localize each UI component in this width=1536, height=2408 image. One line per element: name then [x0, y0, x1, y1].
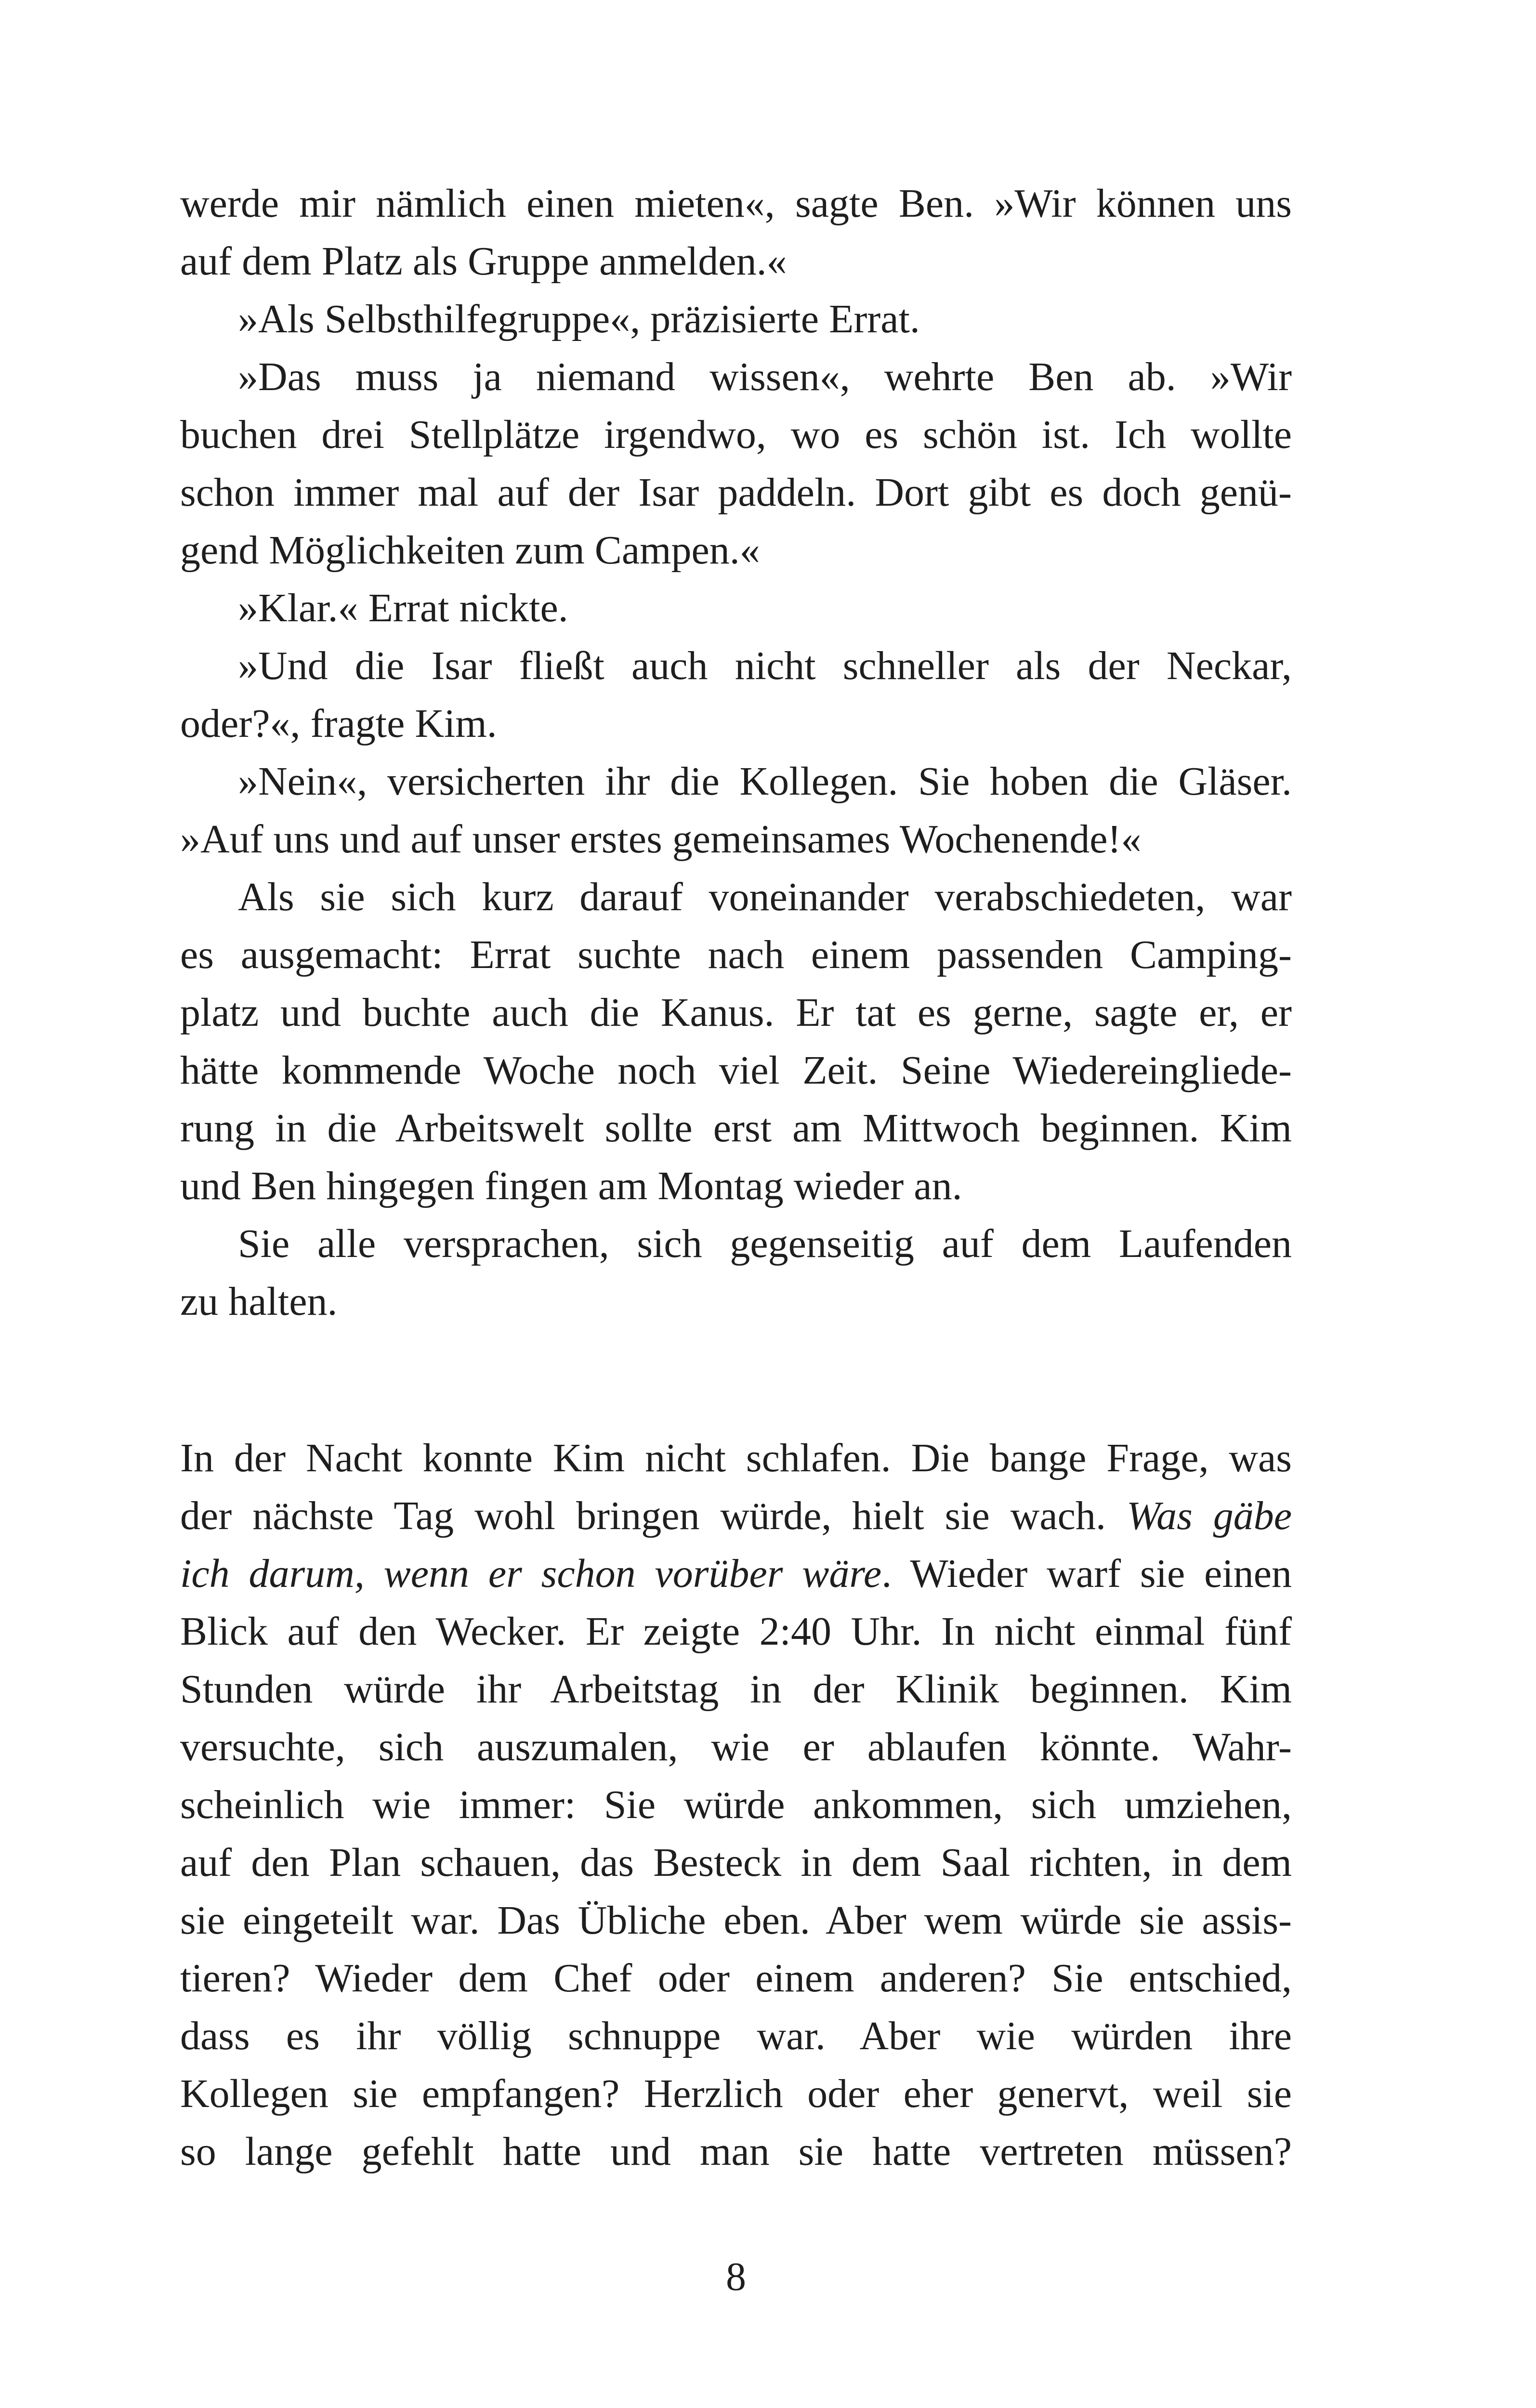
text-line: »Und die Isar fließt auch nicht schneller als der Neckar, — [238, 643, 1292, 688]
text-line — [180, 1487, 1292, 1545]
text-line: »Auf uns und auf unser erstes gemeinsames Wochenende!« — [180, 817, 1142, 862]
text-line: auf den Plan schauen, das Besteck in dem Saal richten, in dem — [180, 1840, 1292, 1885]
text-line: auf dem Platz als Gruppe anmelden.« — [180, 239, 787, 284]
text-line: sie eingeteilt war. Das Übliche eben. Aber wem würde sie assis- — [180, 1898, 1292, 1943]
text-line: In der Nacht konnte Kim nicht schlafen. Die bange Frage, was — [180, 1436, 1292, 1480]
text-run: . Wieder warf sie einen — [881, 1551, 1292, 1596]
text-line: »Das muss ja niemand wissen«, wehrte Ben ab. »Wir — [238, 354, 1292, 399]
text-line: buchen drei Stellplätze irgendwo, wo es schön ist. Ich wollte — [180, 412, 1292, 457]
italic-text-run: Was gäbe — [1126, 1493, 1292, 1538]
text-line: gend Möglichkeiten zum Campen.« — [180, 528, 760, 573]
text-line: »Nein«, versicherten ihr die Kollegen. Sie hoben die Gläser. — [238, 759, 1292, 804]
text-section-1 — [180, 175, 1292, 1331]
text-line: versuchte, sich auszumalen, wie er ablaufen könnte. Wahr- — [180, 1725, 1292, 1769]
text-run: der nächste Tag wohl bringen würde, hielt sie wach. — [180, 1493, 1127, 1538]
text-line: oder?«, fragte Kim. — [180, 701, 497, 746]
page-number: 8 — [726, 2254, 746, 2299]
text-line: Kollegen sie empfangen? Herzlich oder eher genervt, weil sie — [180, 2071, 1292, 2116]
text-line: dass es ihr völlig schnuppe war. Aber wie würden ihre — [180, 2014, 1292, 2058]
text-line: Stunden würde ihr Arbeitstag in der Klinik beginnen. Kim — [180, 1667, 1292, 1712]
text-line: hätte kommende Woche noch viel Zeit. Seine Wiedereingliede- — [180, 1048, 1292, 1093]
text-line: rung in die Arbeitswelt sollte erst am Mittwoch beginnen. Kim — [180, 1106, 1292, 1151]
text-line: es ausgemacht: Errat suchte nach einem passenden Camping- — [180, 932, 1292, 977]
text-line: tieren? Wieder dem Chef oder einem anderen? Sie entschied, — [180, 1956, 1292, 2001]
text-line: schon immer mal auf der Isar paddeln. Dort gibt es doch genü- — [180, 470, 1292, 515]
text-line: Blick auf den Wecker. Er zeigte 2:40 Uhr. In nicht einmal fünf — [180, 1609, 1292, 1654]
text-section-2 — [180, 1429, 1292, 2181]
text-line: zu halten. — [180, 1279, 338, 1324]
text-line: scheinlich wie immer: Sie würde ankommen, sich umziehen, — [180, 1782, 1292, 1827]
text-line: werde mir nämlich einen mieten«, sagte Ben. »Wir können uns — [180, 181, 1292, 226]
text-line — [180, 1545, 1292, 1603]
text-line: Als sie sich kurz darauf voneinander verabschiedeten, war — [238, 875, 1292, 919]
text-line: so lange gefehlt hatte und man sie hatte vertreten müssen? — [180, 2129, 1292, 2174]
book-page — [180, 0, 1292, 2408]
text-line: platz und buchte auch die Kanus. Er tat es gerne, sagte er, er — [180, 990, 1292, 1035]
text-line: und Ben hingegen fingen am Montag wieder an. — [180, 1164, 962, 1208]
text-line: »Als Selbsthilfegruppe«, präzisierte Errat. — [238, 297, 920, 341]
text-line: Sie alle versprachen, sich gegenseitig auf dem Laufenden — [238, 1221, 1292, 1266]
text-line: »Klar.« Errat nickte. — [238, 586, 568, 630]
italic-text-run: ich darum, wenn er schon vorüber wäre — [180, 1551, 882, 1596]
